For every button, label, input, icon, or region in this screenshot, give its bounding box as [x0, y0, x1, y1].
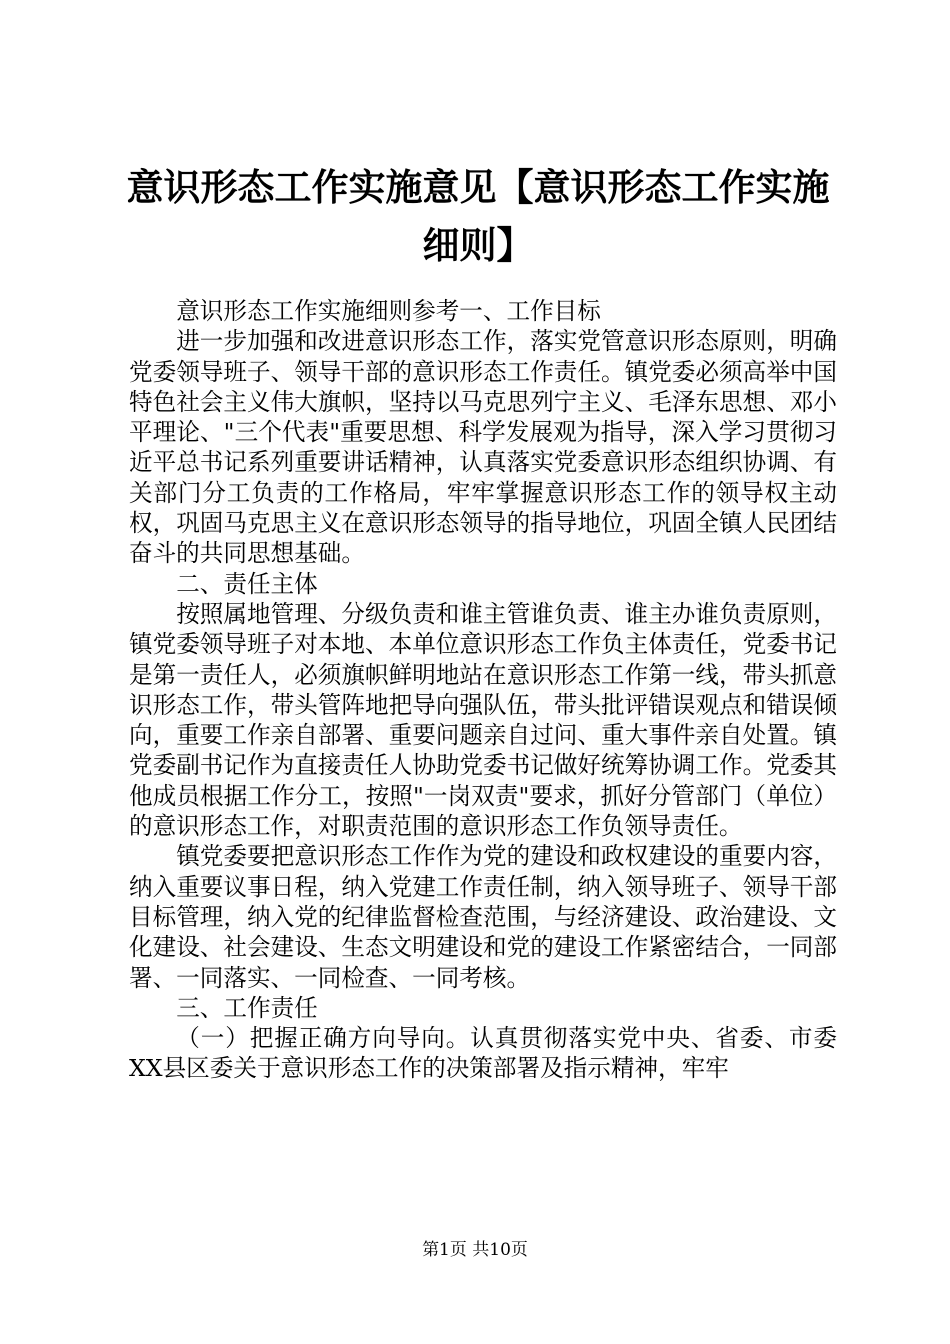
paragraph-responsibility: 按照属地管理、分级负责和谁主管谁负责、谁主办谁负责原则，镇党委领导班子对本地、本单位意识形态工作负主体责任，党委书记是第一责任人，必须旗帜鲜明地站在意识形态工作第一线，带头抓意识形态工作，带头管阵地把导向强队伍，带头批评错误观点和错误倾向，重要工作亲自部署、重要问题亲自过问、重大事件亲自处置。镇党委副书记作为直接责任人协助党委书记做好统筹协调工作。党委其他成员根据工作分工，按照"一岗双责"要求，抓好分管部门（单位）的意识形态工作，对职责范围的意识形态工作负领导责任。 [129, 599, 837, 841]
section-heading-work-duty: 三、工作责任 [176, 993, 318, 1022]
page-number-footer: 第1页 共10页 [422, 1240, 528, 1260]
paragraph-direction: （一）把握正确方向导向。认真贯彻落实党中央、省委、市委XX县区委关于意识形态工作的决策部署及指示精神，牢牢 [129, 1024, 837, 1083]
section-heading-responsible-subject: 二、责任主体 [176, 569, 318, 598]
document-title: 意识形态工作实施意见【意识形态工作实施细则】 [126, 165, 830, 267]
paragraph-party-committee: 镇党委要把意识形态工作作为党的建设和政权建设的重要内容，纳入重要议事日程，纳入党建工作责任制，纳入领导班子、领导干部目标管理，纳入党的纪律监督检查范围，与经济建设、政治建设、文化建设、社会建设、生态文明建设和党的建设工作紧密结合，一同部署、一同落实、一同检查、一同考核。 [129, 842, 837, 992]
document-body [129, 296, 837, 1084]
paragraph-goal: 进一步加强和改进意识形态工作，落实党管意识形态原则，明确党委领导班子、领导干部的意识形态工作责任。镇党委必须高举中国特色社会主义伟大旗帜，坚持以马克思列宁主义、毛泽东思想、邓小平理论、"三个代表"重要思想、科学发展观为指导，深入学习贯彻习近平总书记系列重要讲话精神，认真落实党委意识形态组织协调、有关部门分工负责的工作格局，牢牢掌握意识形态工作的领导权主动权，巩固马克思主义在意识形态领导的指导地位，巩固全镇人民团结奋斗的共同思想基础。 [129, 327, 837, 568]
paragraph-intro-heading: 意识形态工作实施细则参考一、工作目标 [176, 297, 601, 325]
